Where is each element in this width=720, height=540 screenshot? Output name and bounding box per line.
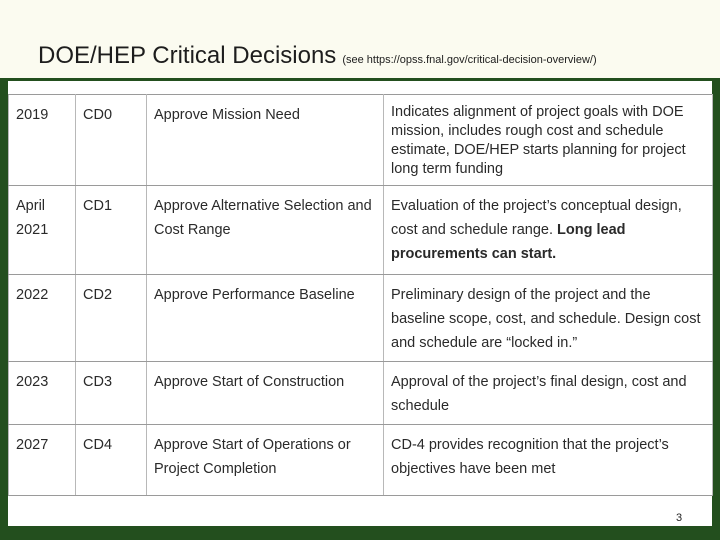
description-text: Approval of the project’s final design, cost and schedule bbox=[391, 374, 687, 414]
left-border bbox=[0, 78, 8, 526]
action-cell: Approve Mission Need bbox=[147, 95, 384, 186]
description-cell bbox=[384, 95, 713, 186]
table-row bbox=[9, 362, 713, 425]
description-text: Preliminary design of the project and the baseline scope, cost, and schedule. Design cost and schedule are “locked in.” bbox=[391, 287, 701, 351]
slide-title-text: DOE/HEP Critical Decisions bbox=[38, 42, 337, 69]
cd-cell: CD1 bbox=[76, 186, 147, 275]
cd-cell: CD4 bbox=[76, 425, 147, 496]
description-cell bbox=[384, 425, 713, 496]
right-border bbox=[712, 78, 720, 526]
cd-cell: CD3 bbox=[76, 362, 147, 425]
table-row bbox=[9, 95, 713, 186]
description-cell bbox=[384, 275, 713, 362]
action-cell: Approve Start of Construction bbox=[147, 362, 384, 425]
table-row bbox=[9, 425, 713, 496]
description-text: Indicates alignment of project goals with DOE mission, includes rough cost and schedule estimate, DOE/HEP starts planning for project long term funding bbox=[391, 104, 686, 177]
slide-title bbox=[38, 42, 597, 70]
table-row bbox=[9, 275, 713, 362]
top-rule bbox=[0, 78, 720, 81]
description-cell bbox=[384, 362, 713, 425]
cd-cell: CD0 bbox=[76, 95, 147, 186]
description-text: Evaluation of the project’s conceptual design, cost and schedule range. bbox=[391, 198, 682, 238]
date-cell: 2027 bbox=[9, 425, 76, 496]
action-cell: Approve Start of Operations or Project Completion bbox=[147, 425, 384, 496]
bottom-band bbox=[0, 526, 720, 540]
date-cell: 2019 bbox=[9, 95, 76, 186]
date-cell: 2023 bbox=[9, 362, 76, 425]
critical-decisions-table bbox=[8, 94, 713, 496]
page-number: 3 bbox=[676, 512, 683, 524]
cd-cell: CD2 bbox=[76, 275, 147, 362]
date-cell: 2022 bbox=[9, 275, 76, 362]
description-cell bbox=[384, 186, 713, 275]
slide-title-note: (see https://opss.fnal.gov/critical-decision-overview/) bbox=[342, 54, 597, 66]
date-cell: April 2021 bbox=[9, 186, 76, 275]
description-text: CD-4 provides recognition that the project’s objectives have been met bbox=[391, 437, 669, 477]
description-bold-text: Long lead procurements can start. bbox=[391, 222, 626, 262]
table-row bbox=[9, 186, 713, 275]
action-cell: Approve Performance Baseline bbox=[147, 275, 384, 362]
action-cell: Approve Alternative Selection and Cost Range bbox=[147, 186, 384, 275]
